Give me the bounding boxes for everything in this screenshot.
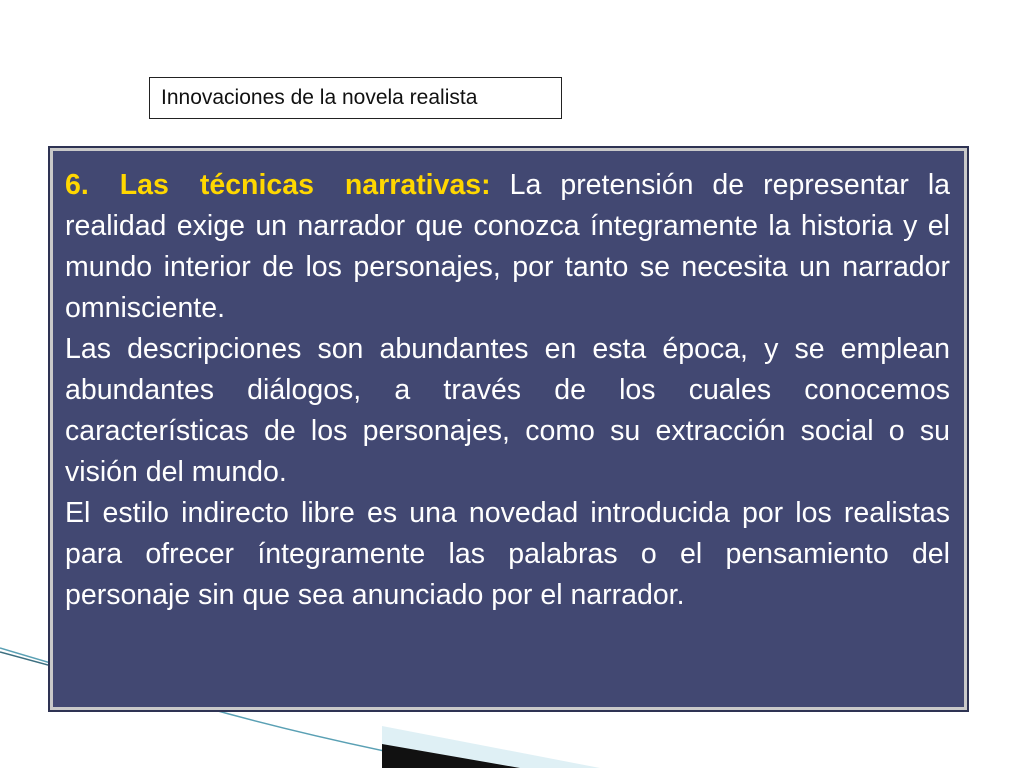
paragraph-1-text: La pretensión de representar la realidad exige un narrador que conozca íntegramente la historia y el mundo interior de los personajes, por tanto se necesita un narrador omnisciente. xyxy=(65,169,951,324)
paragraph-2: Las descripciones son abundantes en esta época, y se emplean abundantes diálogos, a través de los cuales conocemos características de los personajes, como su extracción social o su visión del mundo. xyxy=(65,333,950,488)
content-panel xyxy=(50,148,967,710)
paragraph-1 xyxy=(65,165,950,329)
slide-title: Innovaciones de la novela realista xyxy=(161,86,478,109)
section-heading: 6. Las técnicas narrativas: xyxy=(65,169,491,201)
decor-light-shape xyxy=(382,726,600,768)
slide-title-box xyxy=(149,77,562,119)
paragraph-3: El estilo indirecto libre es una novedad introducida por los realistas para ofrecer íntegramente las palabras o el pensamiento del personaje sin que sea anunciado por el narrador. xyxy=(65,497,950,611)
decor-dark-shape xyxy=(382,744,520,768)
